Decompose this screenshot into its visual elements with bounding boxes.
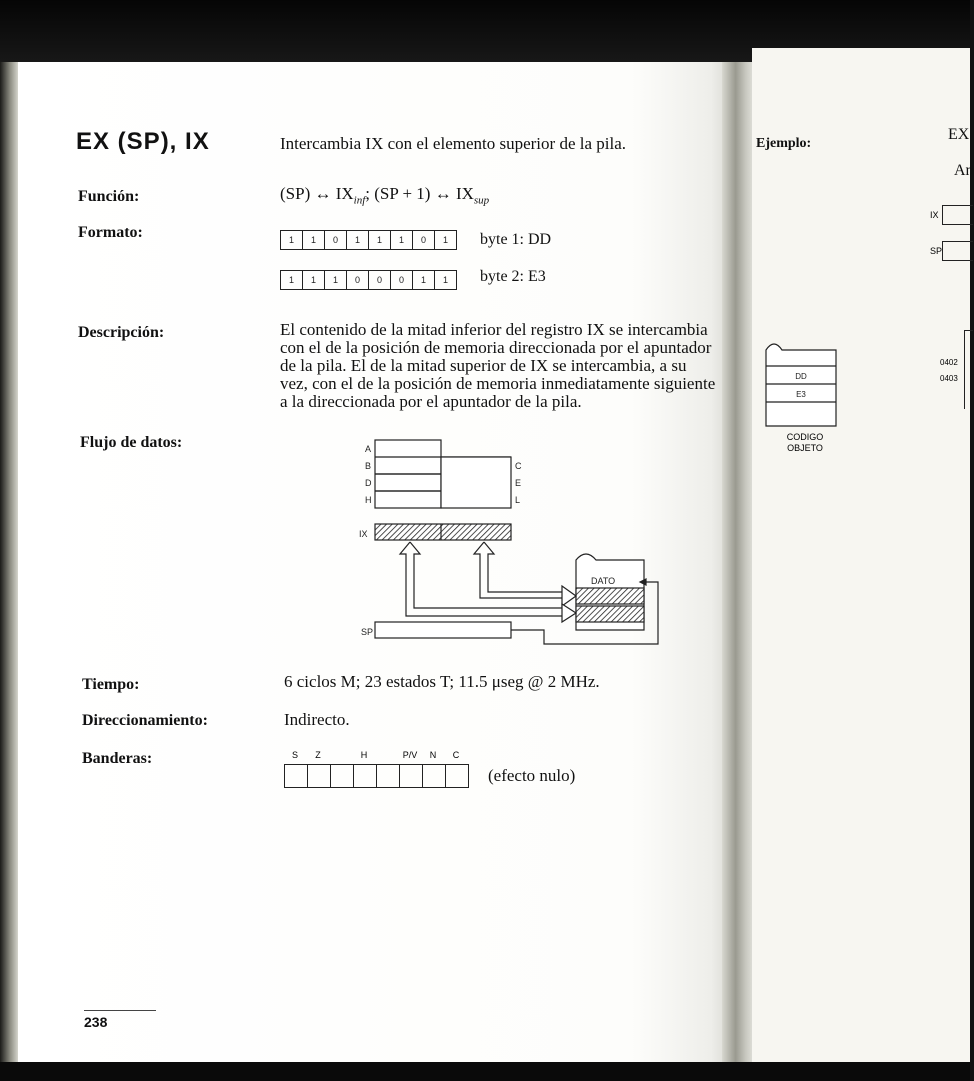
ix-label: IX [359,529,368,539]
byte2-label: byte 2: E3 [480,268,546,285]
reg-label-h: H [365,495,372,505]
byte1-bit: 0 [413,231,435,249]
funcion-part1: (SP) ↔ IX [280,184,354,203]
right-ix-label: IX [930,210,939,220]
byte1-bits [280,230,457,250]
byte2-bit: 0 [369,271,391,289]
flag-label: Z [315,750,321,760]
flags-note: (efecto nulo) [488,766,576,785]
object-code-e3: E3 [796,390,806,399]
reg-label-c: C [515,461,522,471]
example-fragment-an: An [954,162,974,179]
byte2-bits [280,270,457,290]
reg-label-d: D [365,478,372,488]
book-gutter [722,62,756,1072]
ix-register [375,524,511,540]
label-flujo: Flujo de datos: [80,434,183,451]
label-formato: Formato: [78,224,143,241]
flag-cells [284,764,469,788]
right-sp-label: SP [930,246,943,256]
flag-label: H [360,750,368,760]
byte1-bit: 1 [281,231,303,249]
byte2-bit: 1 [303,271,325,289]
byte1-bit: 1 [442,235,448,245]
byte1-bit: 1 [391,231,413,249]
descripcion-line: El contenido de la mitad inferior del registro IX se intercambia [280,320,708,339]
arrow-ix-low [400,542,562,616]
right-memory-edge [964,330,973,409]
label-descripcion: Descripción: [78,324,165,341]
reg-label-a: A [365,444,372,454]
byte2-bit: 1 [442,275,448,285]
arrow-ix-high [474,542,562,598]
sp-label: SP [361,627,374,637]
funcion-sub1: inf [353,194,366,207]
reg-label-b: B [365,461,372,471]
label-direccionamiento: Direccionamiento: [82,712,208,729]
reg-label-e: E [515,478,522,488]
byte2-bit: 1 [413,271,435,289]
byte1-bit: 1 [347,231,369,249]
flag-label: N [429,750,437,760]
funcion-part2: ; (SP + 1) ↔ IX [365,184,474,203]
dato-label: DATO [591,576,616,586]
byte2-bit: 0 [347,271,369,289]
memory-cell-low [576,588,644,604]
flag-label: S [291,750,298,760]
flags-register [284,750,470,792]
instruction-summary: Intercambia IX con el elemento superior de la pila. [280,134,626,153]
flag-label: P/V [402,750,418,760]
descripcion-line: a la direccionada por el apuntador de la pila. [280,392,582,411]
byte2-bit: 1 [325,271,347,289]
address-0402: 0402 [940,358,958,367]
tiempo-value: 6 ciclos M; 23 estados T; 11.5 μseg @ 2 MHz. [284,672,600,691]
label-banderas: Banderas: [82,750,153,767]
right-sp-box [942,241,973,261]
register-right-block [441,457,511,508]
background-bottom [0,1062,970,1081]
funcion-sub2: sup [473,194,490,207]
descripcion-line: vez, con el de la posición de memoria inmediatamente siguiente [280,374,716,393]
reg-label-l: L [515,495,521,505]
example-fragment-ex: EX [948,126,970,143]
descripcion-line: con el de la posición de memoria direccionada por el apuntador [280,338,712,357]
label-ejemplo: Ejemplo: [756,136,812,151]
funcion-formula [280,184,489,206]
byte2-bit: 0 [391,271,413,289]
object-code-dd: DD [795,372,807,381]
descripcion-line: de la pila. El de la mitad superior de IX se intercambia, a su [280,356,687,375]
page-edge [0,62,18,1072]
byte2-bit: 1 [281,271,303,289]
right-ix-box [942,205,973,225]
right-page [752,48,974,1068]
sp-register [375,622,511,638]
label-tiempo: Tiempo: [82,676,140,693]
memory-cell-high [576,606,644,622]
byte1-bit: 1 [303,231,325,249]
byte1-label: byte 1: DD [480,231,552,248]
object-code-caption: CODIGO OBJETO [786,432,824,453]
byte1-bit: 1 [369,231,391,249]
flag-label: C [452,750,460,760]
arrow-ix-high-2 [484,542,562,592]
left-page [18,62,740,1065]
label-funcion: Función: [78,188,140,205]
instruction-title: EX (SP), IX [76,128,210,155]
byte1-bit: 0 [325,231,347,249]
direccionamiento-value: Indirecto. [284,710,350,729]
address-0403: 0403 [940,374,958,383]
page-number: 238 [84,1014,108,1030]
page-number-rule [84,1010,156,1011]
object-code-memory [764,336,840,428]
data-flow-diagram [348,432,678,650]
